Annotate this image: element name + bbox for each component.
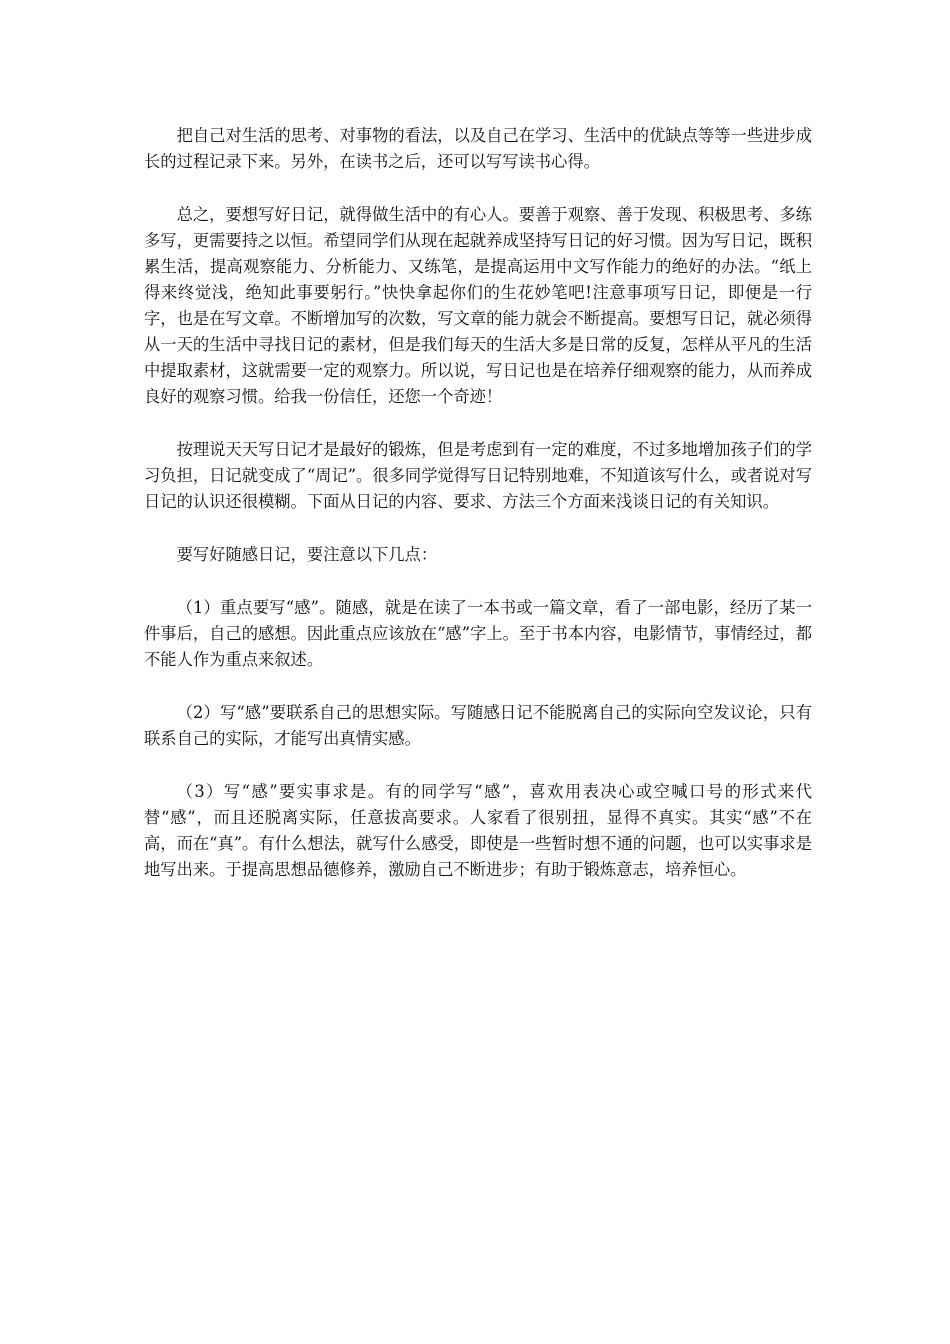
paragraph-3: 按理说天天写日记才是最好的锻炼，但是考虑到有一定的难度，不过多地增加孩子们的学习负担，日记就变成了“周记”。很多同学觉得写日记特别地难，不知道该写什么，或者说对写日记的认识还很模糊。下面从日记的内容、要求、方法三个方面来浅谈日记的有关知识。 bbox=[144, 440, 812, 511]
paragraph-6: （2）写“感”要联系自己的思想实际。写随感日记不能脱离自己的实际向空发议论，只有联系自己的实际，才能写出真情实感。 bbox=[144, 703, 812, 748]
paragraph-2: 总之，要想写好日记，就得做生活中的有心人。要善于观察、善于发现、积极思考、多练多写，更需要持之以恒。希望同学们从现在起就养成坚持写日记的好习惯。因为写日记，既积累生活，提高观察能力、分析能力、又练笔，是提高运用中文写作能力的绝好的办法。“纸上得来终觉浅，绝知此事要躬行。”快快拿起你们的生花妙笔吧!注意事项写日记，即便是一行字，也是在写文章。不断增加写的次数，写文章的能力就会不断提高。要想写日记，就必须得从一天的生活中寻找日记的素材，但是我们每天的生活大多是日常的反复，怎样从平凡的生活中提取素材，这就需要一定的观察力。所以说，写日记也是在培养仔细观察的能力，从而养成良好的观察习惯。给我一份信任，还您一个奇迹！ bbox=[144, 205, 812, 406]
document-body bbox=[144, 123, 812, 910]
paragraph-4: 要写好随感日记，要注意以下几点： bbox=[176, 545, 438, 564]
paragraph-7: （3）写“感”要实事求是。有的同学写“感”，喜欢用表决心或空喊口号的形式来代替“感”，而且还脱离实际，任意拔高要求。人家看了很别扭，显得不真实。其实“感”不在高，而在“真”。有什么想法，就写什么感受，即使是一些暂时想不通的问题，也可以实事求是地写出来。于提高思想品德修养，激励自己不断进步；有助于锻炼意志，培养恒心。 bbox=[144, 782, 812, 879]
paragraph-5: （1）重点要写“感”。随感，就是在读了一本书或一篇文章，看了一部电影，经历了某一件事后，自己的感想。因此重点应该放在“感”字上。至于书本内容，电影情节，事情经过，都不能人作为重点来叙述。 bbox=[144, 598, 812, 669]
paragraph-1: 把自己对生活的思考、对事物的看法，以及自己在学习、生活中的优缺点等等一些进步成长的过程记录下来。另外，在读书之后，还可以写写读书心得。 bbox=[144, 126, 812, 171]
